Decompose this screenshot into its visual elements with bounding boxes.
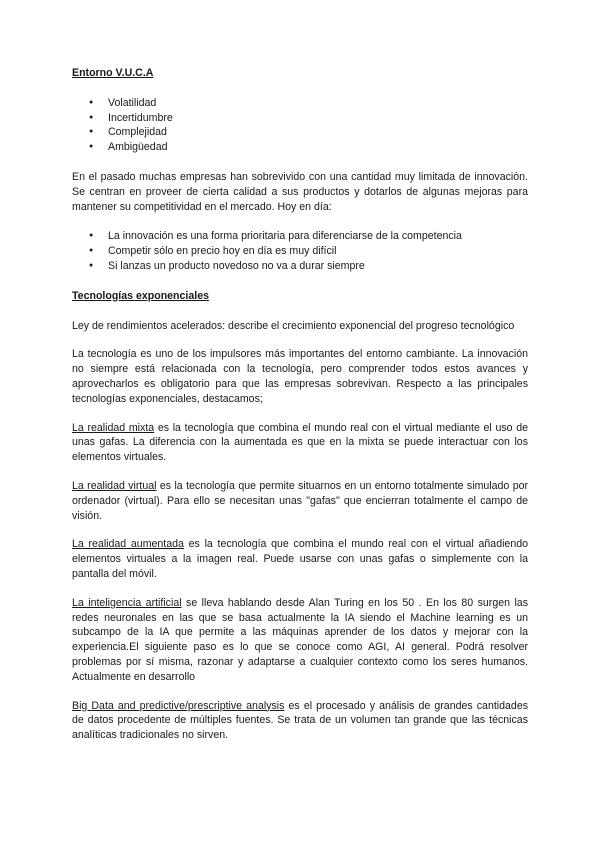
term-inteligencia-artificial: La inteligencia artificial xyxy=(72,596,182,609)
list-item: ● Incertidumbre xyxy=(72,111,528,126)
list-item: ● Competir sólo en precio hoy en día es muy difícil xyxy=(72,244,528,259)
list-item: ● Volatilidad xyxy=(72,96,528,111)
paragraph-realidad-aumentada xyxy=(72,537,528,581)
term-big-data: Big Data and predictive/prescriptive analysis xyxy=(72,699,285,712)
paragraph-realidad-virtual xyxy=(72,479,528,523)
today-list xyxy=(72,229,528,273)
text-realidad-mixta: es la tecnología que combina el mundo real con el virtual mediante el uso de unas gafas. La diferencia con la aumentada es que en la mixta se puede interactuar con los elementos virtuales. xyxy=(72,421,528,464)
text-realidad-virtual: es la tecnología que permite situarnos en un entorno totalmente simulado por ordenador (virtual). Para ello se necesitan unas "gafas" que encierran totalmente el campo de visión. xyxy=(72,479,529,522)
list-item: ● Si lanzas un producto novedoso no va a durar siempre xyxy=(72,259,528,274)
list-item: ● Ambigüedad xyxy=(72,140,528,155)
text-inteligencia-artificial: se lleva hablando desde Alan Turing en los 50 . En los 80 surgen las redes neuronales en las que se basa actualmente la IA siendo el Machine learning es un subcampo de la IA que permite a las máquinas aprender de los datos y mejorar con la experiencia.El siguiente paso es lo que se conoce como AGI, AI general. Podrá resolver problemas por sí misma, razonar y adaptarse a cualquier contexto como los seres humanos. Actualmente en desarrollo xyxy=(72,596,528,683)
text-big-data: es el procesado y análisis de grandes cantidades de datos procedente de múltiples fuentes. Se trata de un volumen tan grande que las técnicas analíticas tradicionales no sirven. xyxy=(72,699,529,742)
paragraph-realidad-mixta xyxy=(72,421,528,465)
document-page xyxy=(72,66,528,743)
paragraph-innovation: En el pasado muchas empresas han sobrevivido con una cantidad muy limitada de innovación. Se centran en proveer de cierta calidad a sus productos y dotarlos de algunas mejoras para mantener su competitividad en el mercado. Hoy en día: xyxy=(72,170,528,213)
section-title-vuca: Entorno V.U.C.A xyxy=(72,67,154,79)
paragraph-inteligencia-artificial xyxy=(72,596,528,685)
text-realidad-aumentada: es la tecnología que combina el mundo real con el virtual añadiendo elementos virtuales a la imagen real. Puede usarse con unas gafas o simplemente con la pantalla del móvil. xyxy=(72,538,529,580)
list-item: ● La innovación es una forma prioritaria para diferenciarse de la competencia xyxy=(72,229,528,244)
term-realidad-mixta: La realidad mixta xyxy=(72,421,155,434)
list-item: ● Complejidad xyxy=(72,125,528,140)
term-realidad-aumentada: La realidad aumentada xyxy=(72,538,184,551)
paragraph-tecnologia: La tecnología es uno de los impulsores más importantes del entorno cambiante. La innovación no siempre está relacionada con la tecnología, pero comprender todos estos avances y aprovecharlos es obligatorio para que las empresas sobrevivan. Respecto a las principales tecnologías exponenciales, destacamos; xyxy=(72,348,528,405)
paragraph-ley-rendimientos: Ley de rendimientos acelerados: describe el crecimiento exponencial del progreso tecnológico xyxy=(72,319,515,332)
vuca-list xyxy=(72,96,528,155)
paragraph-big-data xyxy=(72,699,528,743)
term-realidad-virtual: La realidad virtual xyxy=(72,479,157,492)
section-title-tecnologias: Tecnologías exponenciales xyxy=(72,289,209,302)
